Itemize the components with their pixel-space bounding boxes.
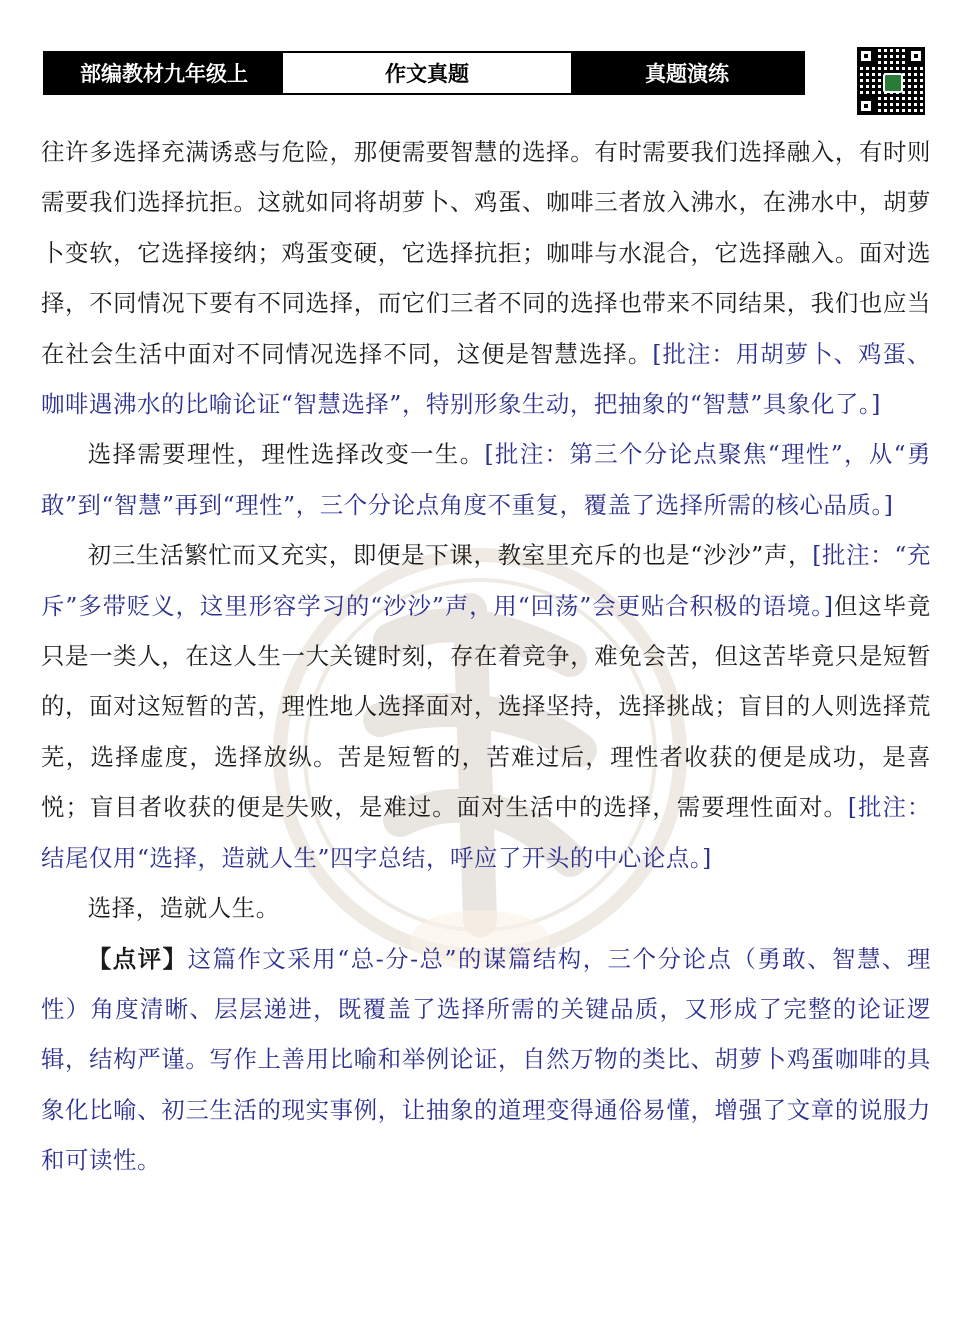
header-bar	[43, 51, 805, 95]
comment-3: [批注：“充斥”多带贬义，这里形容学习的“沙沙”声，用“回荡”会更贴合积极的语境。]	[41, 541, 932, 620]
paragraph-2: 选择需要理性，理性选择改变一生。[批注：第三个分论点聚焦“理性”，从“勇敢”到“智慧”再到“理性”，三个分论点角度不重复，覆盖了选择所需的核心品质。]	[41, 440, 931, 519]
paragraph-3: 初三生活繁忙而又充实，即便是下课，教室里充斥的也是“沙沙”声，[批注：“充斥”多带贬义，这里形容学习的“沙沙”声，用“回荡”会更贴合积极的语境。]但这毕竟只是一类人，在这人生一大关键时刻，存在着竞争，难免会苦，但这苦毕竟只是短暂的，面对这短暂的苦，理性地人选择面对，选择坚持，选择挑战；盲目的人则选择荒芜，选择虚度，选择放纵。苦是短暂的，苦难过后，理性者收获的便是成功，是喜悦；盲目者收获的便是失败，是难过。面对生活中的选择，需要理性面对。[批注：结尾仅用“选择，造就人生”四字总结，呼应了开头的中心论点。]	[41, 541, 932, 872]
review-label: 【点评】	[87, 944, 188, 973]
paragraph-1: 往许多选择充满诱惑与危险，那便需要智慧的选择。有时需要我们选择融入，有时则需要我们选择抗拒。这就如同将胡萝卜、鸡蛋、咖啡三者放入沸水，在沸水中，胡萝卜变软，它选择接纳；鸡蛋变硬，它选择抗拒；咖啡与水混合，它选择融入。面对选择，不同情况下要有不同选择，而它们三者不同的选择也带来不同结果，我们也应当在社会生活中面对不同情况选择不同，这便是智慧选择。[批注：用胡萝卜、鸡蛋、咖啡遇沸水的比喻论证“智慧选择”，特别形象生动，把抽象的“智慧”具象化了。]	[41, 138, 932, 419]
comment-2: [批注：第三个分论点聚焦“理性”，从“勇敢”到“智慧”再到“理性”，三个分论点角度不重复，覆盖了选择所需的核心品质。]	[41, 440, 931, 519]
header-grade-label: 部编教材九年级上	[45, 53, 283, 93]
header-section-title: 作文真题	[283, 53, 571, 93]
review-paragraph	[41, 934, 931, 1186]
paragraph-4: 选择，造就人生。	[87, 894, 280, 923]
review-text: 这篇作文采用“总-分-总”的谋篇结构，三个分论点（勇敢、智慧、理性）角度清晰、层层递进，既覆盖了选择所需的关键品质，又形成了完整的论证逻辑，结构严谨。写作上善用比喻和举例论证，自然万物的类比、胡萝卜鸡蛋咖啡的具象化比喻、初三生活的现实事例，让抽象的道理变得通俗易懂，增强了文章的说服力和可读性。	[41, 944, 931, 1175]
comment-1: [批注：用胡萝卜、鸡蛋、咖啡遇沸水的比喻论证“智慧选择”，特别形象生动，把抽象的“智慧”具象化了。]	[41, 339, 932, 419]
essay-body	[41, 127, 931, 1186]
comment-4: [批注：结尾仅用“选择，造就人生”四字总结，呼应了开头的中心论点。]	[41, 793, 932, 872]
qr-code-icon[interactable]	[857, 47, 925, 115]
header-practice-label: 真题演练	[571, 53, 803, 93]
